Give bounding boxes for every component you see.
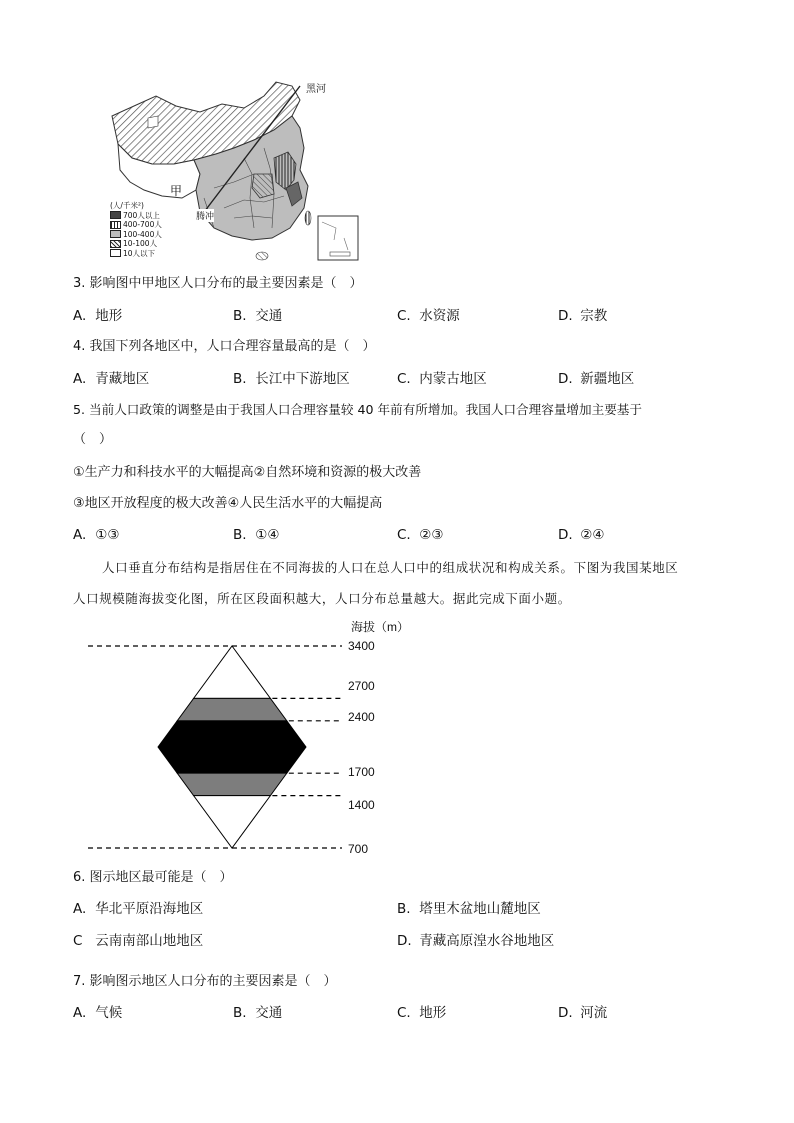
option-text: 河流 xyxy=(580,1005,608,1021)
option-text: 长江中下游地区 xyxy=(255,371,350,387)
question-3-stem: 3. 影响图中甲地区人口分布的最主要因素是（ ） xyxy=(73,276,363,291)
legend-label: 700人以上 xyxy=(123,210,160,220)
axis-title: 海拔（m） xyxy=(351,620,409,634)
question-5-statements-line2: ③地区开放程度的极大改善④人民生活水平的大幅提高 xyxy=(73,496,383,511)
q3-option-d[interactable] xyxy=(558,308,607,324)
legend-title: (人/千米²) xyxy=(110,201,144,210)
region-label: 甲 xyxy=(170,184,183,198)
band-1400-700 xyxy=(194,796,271,848)
option-text: 内蒙古地区 xyxy=(419,371,487,387)
band-2400-1700 xyxy=(158,721,306,773)
legend-swatch xyxy=(110,249,121,257)
q7-option-d[interactable] xyxy=(558,1005,607,1021)
option-letter: B. xyxy=(233,527,247,543)
option-text: 云南南部山地地区 xyxy=(95,933,204,949)
option-letter: A. xyxy=(73,308,87,324)
band-1700-1400 xyxy=(177,773,287,795)
tick-label-3400: 3400 xyxy=(348,639,375,653)
q3-option-b[interactable] xyxy=(233,308,282,324)
option-text: ①③ xyxy=(95,527,120,543)
option-text: ②③ xyxy=(419,527,444,543)
question-5-stem-line2: （ ） xyxy=(73,432,113,447)
option-text: 地形 xyxy=(419,1005,447,1021)
band-2700-2400 xyxy=(177,698,287,720)
option-text: 交通 xyxy=(255,1005,283,1021)
legend-label: 10-100人 xyxy=(123,239,158,248)
q4-option-c[interactable] xyxy=(397,371,487,387)
option-letter: B. xyxy=(233,371,247,387)
option-text: ②④ xyxy=(580,527,605,543)
option-letter: C. xyxy=(397,308,411,324)
option-letter: A. xyxy=(73,527,87,543)
option-letter: C xyxy=(73,933,83,949)
option-letter: C. xyxy=(397,1005,411,1021)
option-letter: D. xyxy=(558,527,573,543)
q6-option-a[interactable] xyxy=(73,901,203,917)
legend-label: 100-400人 xyxy=(123,229,162,239)
option-letter: A. xyxy=(73,371,87,387)
river-label: 黑河 xyxy=(306,84,326,95)
tick-label-1700: 1700 xyxy=(348,765,375,779)
option-text: 青藏高原湟水谷地地区 xyxy=(419,933,555,949)
question-5-stem-line1: 5. 当前人口政策的调整是由于我国人口合理容量较 40 年前有所增加。我国人口合理容量增加主要基于 xyxy=(73,402,642,417)
option-letter: A. xyxy=(73,901,87,917)
q5-option-b[interactable] xyxy=(233,527,280,543)
question-6-stem: 6. 图示地区最可能是（ ） xyxy=(73,870,233,885)
q5-option-d[interactable] xyxy=(558,527,605,543)
q3-option-c[interactable] xyxy=(397,308,460,324)
legend-item xyxy=(110,249,162,259)
option-text: 水资源 xyxy=(419,308,460,324)
q7-option-a[interactable] xyxy=(73,1005,122,1021)
q3-option-a[interactable] xyxy=(73,308,122,324)
legend-swatch xyxy=(110,240,121,248)
q7-option-c[interactable] xyxy=(397,1005,446,1021)
option-text: 宗教 xyxy=(580,308,608,324)
q5-option-c[interactable] xyxy=(397,527,444,543)
option-text: 新疆地区 xyxy=(580,371,635,387)
q6-option-b[interactable] xyxy=(397,901,541,917)
legend-swatch xyxy=(110,230,121,238)
population-altitude-diagram xyxy=(80,612,420,862)
q4-option-d[interactable] xyxy=(558,371,634,387)
legend-label: 400-700人 xyxy=(123,220,162,229)
legend-swatch xyxy=(110,211,121,219)
option-text: 地形 xyxy=(95,308,123,324)
question-4-stem: 4. 我国下列各地区中，人口合理容量最高的是（ ） xyxy=(73,339,376,354)
option-letter: C. xyxy=(397,527,411,543)
option-letter: B. xyxy=(397,901,411,917)
question-5-statements-line1: ①生产力和科技水平的大幅提高②自然环境和资源的极大改善 xyxy=(73,465,422,480)
legend-label: 10人以下 xyxy=(123,248,156,258)
map-legend xyxy=(110,201,162,258)
option-text: 塔里木盆地山麓地区 xyxy=(419,901,541,917)
option-letter: B. xyxy=(233,308,247,324)
legend-swatch xyxy=(110,221,121,229)
q5-option-a[interactable] xyxy=(73,527,120,543)
option-letter: D. xyxy=(558,308,573,324)
option-text: 青藏地区 xyxy=(95,371,150,387)
tick-label-2400: 2400 xyxy=(348,710,375,724)
band-3400-2700 xyxy=(194,646,271,698)
option-letter: B. xyxy=(233,1005,247,1021)
q6-option-d[interactable] xyxy=(397,933,554,949)
q7-option-b[interactable] xyxy=(233,1005,282,1021)
option-letter: A. xyxy=(73,1005,87,1021)
legend-item xyxy=(110,230,162,240)
legend-item xyxy=(110,220,162,230)
q4-option-b[interactable] xyxy=(233,371,350,387)
option-letter: C. xyxy=(397,371,411,387)
city-label: 腾冲 xyxy=(196,209,214,222)
option-letter: D. xyxy=(558,1005,573,1021)
q6-option-c[interactable] xyxy=(73,933,203,949)
legend-item xyxy=(110,239,162,249)
option-letter: D. xyxy=(397,933,412,949)
tick-label-700: 700 xyxy=(348,842,369,856)
q4-option-a[interactable] xyxy=(73,371,149,387)
option-letter: D. xyxy=(558,371,573,387)
tick-label-2700: 2700 xyxy=(348,679,375,693)
question-7-stem: 7. 影响图示地区人口分布的主要因素是（ ） xyxy=(73,974,337,989)
material-intro-line2: 人口规模随海拔变化图，所在区段面积越大，人口分布总量越大。据此完成下面小题。 xyxy=(73,591,571,606)
option-text: 华北平原沿海地区 xyxy=(95,901,204,917)
legend-item xyxy=(110,211,162,221)
material-intro-line1: 人口垂直分布结构是指居住在不同海拔的人口在总人口中的组成状况和构成关系。下图为我国某地区 xyxy=(102,560,679,575)
tick-label-1400: 1400 xyxy=(348,798,375,812)
population-density-map xyxy=(104,78,364,264)
option-text: ①④ xyxy=(255,527,280,543)
option-text: 气候 xyxy=(95,1005,123,1021)
option-text: 交通 xyxy=(255,308,283,324)
